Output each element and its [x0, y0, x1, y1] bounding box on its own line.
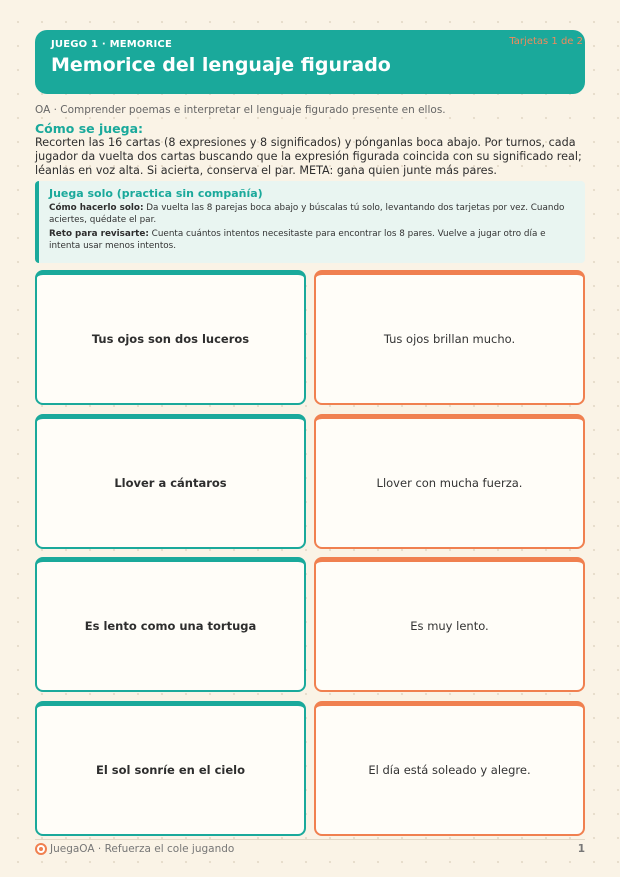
- page-header: [35, 30, 585, 94]
- expression-card: [35, 414, 306, 549]
- meaning-text: Tus ojos brillan mucho.: [383, 332, 516, 346]
- footer-divider: [35, 839, 585, 840]
- page-title: Memorice del lenguaje figurado: [51, 54, 391, 76]
- learning-objective: OA · Comprender poemas e interpretar el lenguaje figurado presente en ellos.: [35, 104, 446, 116]
- meaning-text: Es muy lento.: [410, 619, 489, 633]
- brand-logo-icon: [35, 843, 47, 855]
- solo-challenge-label: Reto para revisarte:: [49, 229, 149, 239]
- meaning-card: [314, 557, 585, 692]
- footer-brand: JuegaOA · Refuerza el cole jugando: [50, 843, 235, 855]
- expression-card: [35, 557, 306, 692]
- solo-instructions-text: Da vuelta las 8 parejas boca abajo y búscalas tú solo, levantando dos tarjetas por vez. Cuando aciertes, quédate el par.: [49, 203, 565, 225]
- meaning-card: [314, 270, 585, 405]
- solo-instructions-label: Cómo hacerlo solo:: [49, 203, 144, 213]
- meaning-card: [314, 701, 585, 836]
- expression-card: [35, 270, 306, 405]
- expression-card: [35, 701, 306, 836]
- meaning-text: Llover con mucha fuerza.: [376, 476, 523, 490]
- cards-tag: Tarjetas 1 de 2: [509, 36, 583, 47]
- solo-instructions: [49, 203, 575, 226]
- solo-challenge-text: Cuenta cuántos intentos necesitaste para encontrar los 8 pares. Vuelve a jugar otro día e intenta usar menos intentos.: [49, 229, 546, 251]
- expression-text: El sol sonríe en el cielo: [96, 763, 245, 777]
- how-to-play-title: Cómo se juega:: [35, 121, 144, 136]
- expression-text: Tus ojos son dos luceros: [91, 332, 250, 346]
- solo-title: Juega solo (practica sin compañía): [49, 187, 263, 200]
- meaning-card: [314, 414, 585, 549]
- page-number: 1: [577, 843, 585, 855]
- solo-play-box: [35, 181, 585, 263]
- game-kicker: JUEGO 1 · MEMORICE: [51, 39, 173, 50]
- meaning-text: El día está soleado y alegre.: [368, 763, 531, 777]
- expression-text: Es lento como una tortuga: [84, 619, 257, 633]
- expression-text: Llover a cántaros: [114, 476, 227, 490]
- how-to-play-text: Recorten las 16 cartas (8 expresiones y 8 significados) y pónganlas boca abajo. Por turnos, cada jugador da vuelta dos cartas buscando que la expresión figurada coincida con su significado real; léanlas en voz alta. Si acierta, conserva el par. META: gana quien junte más pares.: [35, 136, 582, 177]
- solo-challenge: [49, 229, 575, 252]
